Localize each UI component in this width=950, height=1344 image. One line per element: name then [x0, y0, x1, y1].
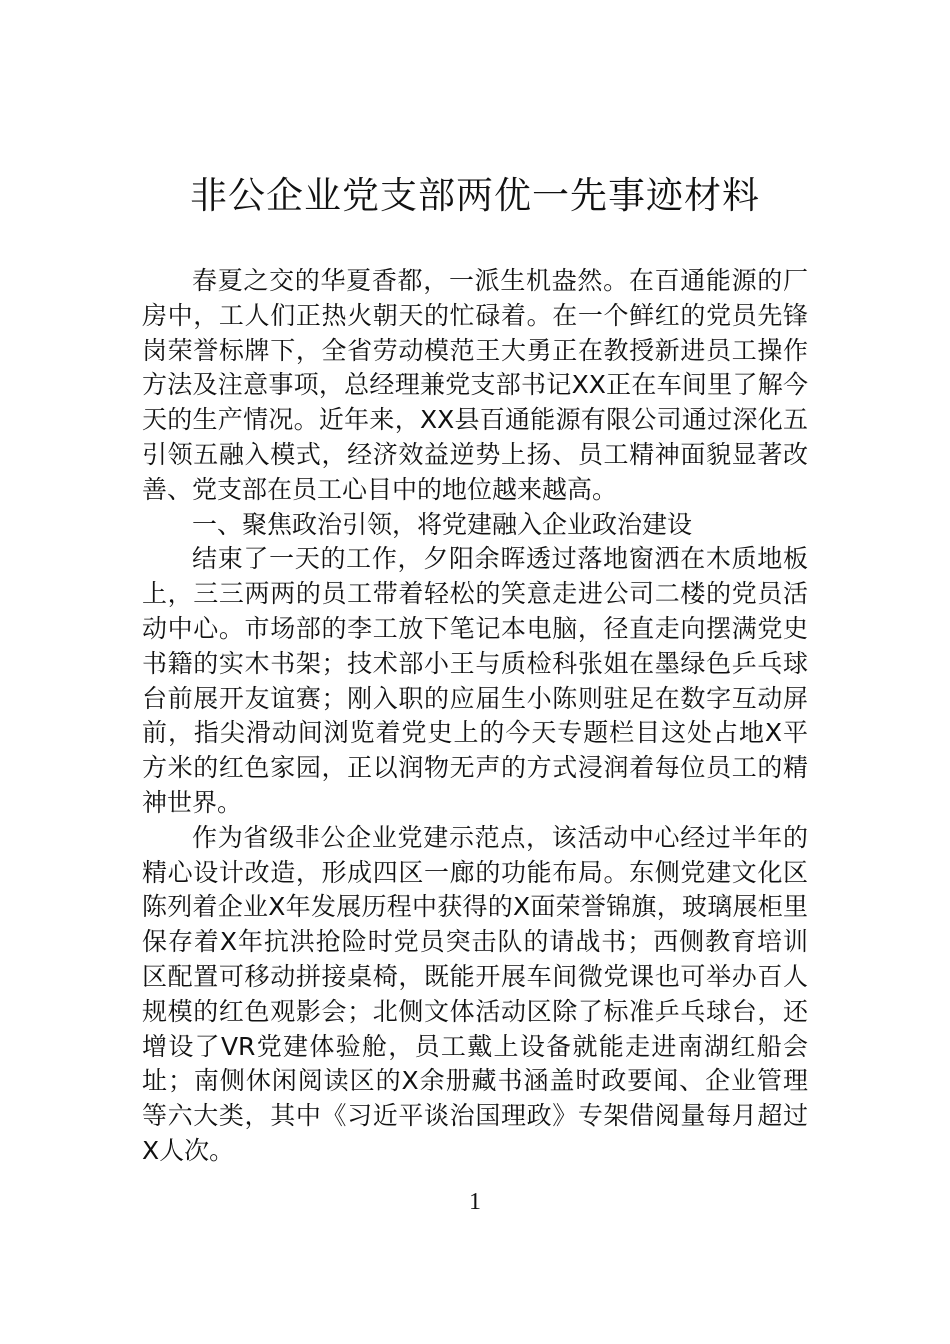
- page-number: 1: [469, 1189, 481, 1215]
- section-heading: 一、聚焦政治引领，将党建融入企业政治建设: [192, 509, 693, 539]
- paragraph-activity-center: 结束了一天的工作，夕阳余晖透过落地窗洒在木质地板上，三三两两的员工带着轻松的笑意走进公司二楼的党员活动中心。市场部的李工放下笔记本电脑，径直走向摆满党史书籍的实木书架；技术部小王与质检科张姐在墨绿色乒乓球台前展开友谊赛；刚入职的应届生小陈则驻足在数字互动屏前，指尖滑动间浏览着党史上的今天专题栏目这处占地X平方米的红色家园，正以润物无声的方式浸润着每位员工的精神世界。: [142, 544, 808, 817]
- page-title: 非公企业党支部两优一先事迹材料: [190, 174, 760, 217]
- document-body: [142, 264, 808, 1169]
- paragraph-layout: 作为省级非公企业党建示范点，该活动中心经过半年的精心设计改造，形成四区一廊的功能布局。东侧党建文化区陈列着企业X年发展历程中获得的X面荣誉锦旗，玻璃展柜里保存着X年抗洪抢险时党员突击队的请战书；西侧教育培训区配置可移动拼接桌椅，既能开展车间微党课也可举办百人规模的红色观影会；北侧文体活动区除了标准乒乓球台，还增设了VR党建体验舱，员工戴上设备就能走进南湖红船会址；南侧休闲阅读区的X余册藏书涵盖时政要闻、企业管理等六大类，其中《习近平谈治国理政》专架借阅量每月超过X人次。: [142, 822, 808, 1165]
- paragraph-intro: 春夏之交的华夏香都，一派生机盎然。在百通能源的厂房中，工人们正热火朝天的忙碌着。在一个鲜红的党员先锋岗荣誉标牌下，全省劳动模范王大勇正在教授新进员工操作方法及注意事项，总经理兼党支部书记XX正在车间里了解今天的生产情况。近年来，XX县百通能源有限公司通过深化五引领五融入模式，经济效益逆势上扬、员工精神面貌显著改善、党支部在员工心目中的地位越来越高。: [142, 266, 808, 504]
